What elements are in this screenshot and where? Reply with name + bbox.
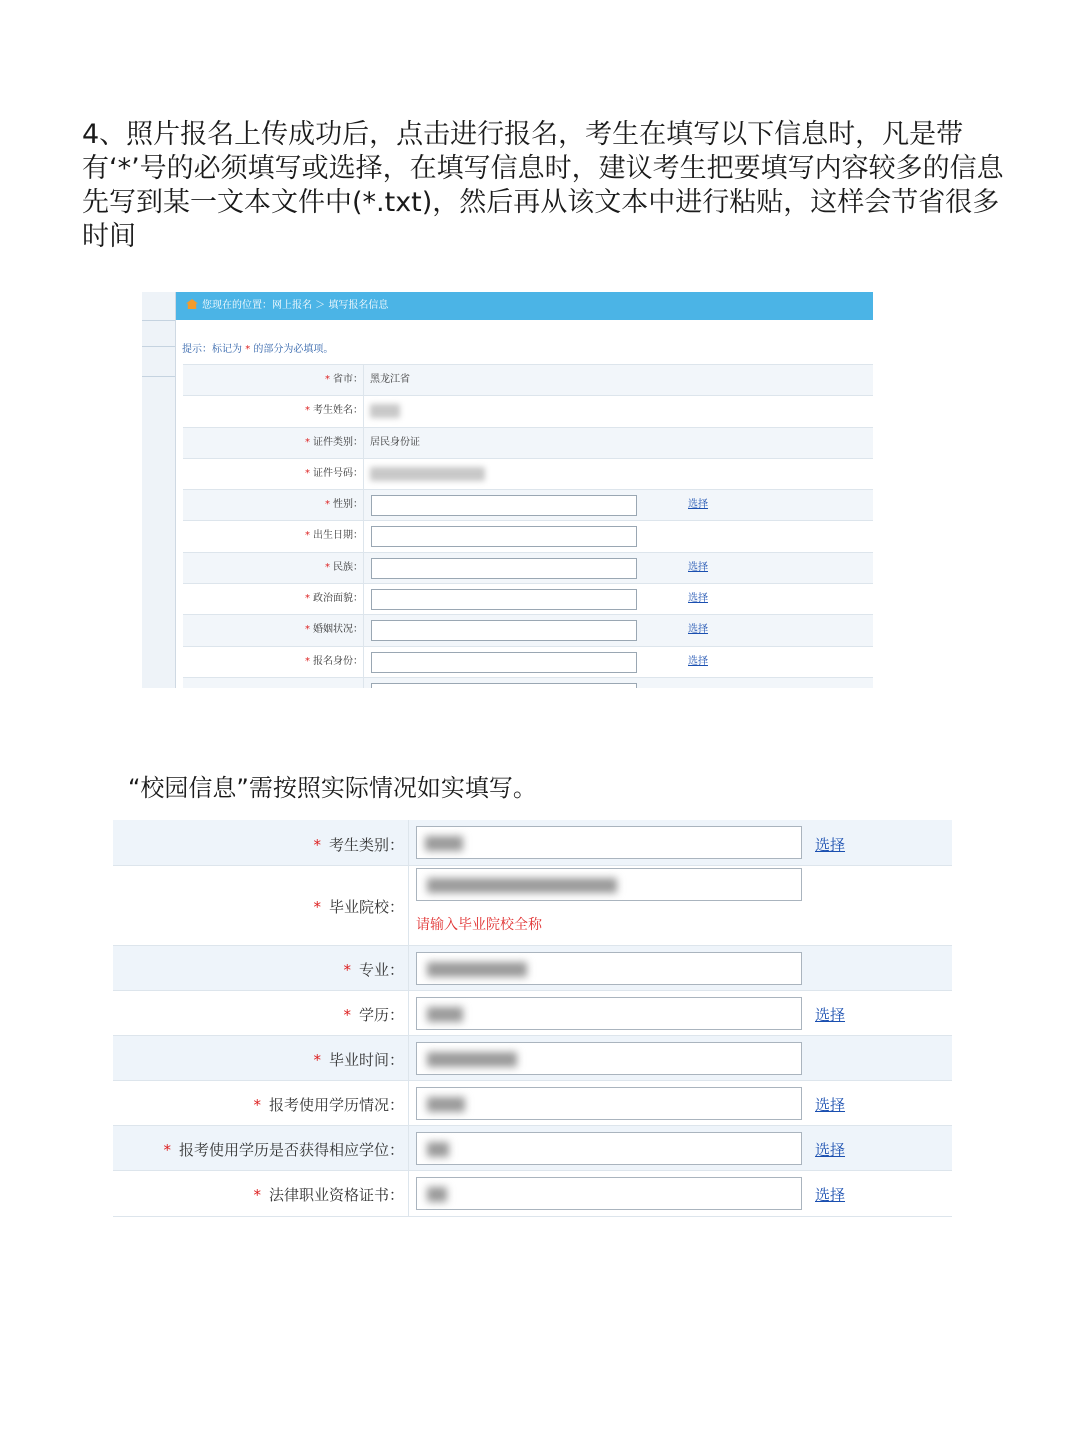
table-row: * 考生类别： 选择 (113, 820, 952, 866)
graduation-date-input[interactable] (416, 1042, 802, 1075)
table-row: * 民族： 选择 (183, 552, 873, 583)
table-row: * 报考使用学历情况： 选择 (113, 1081, 952, 1126)
applicant-identity-input[interactable] (371, 652, 637, 673)
political-status-select-link[interactable]: 选择 (688, 593, 708, 605)
field-label-candidate-category: 考生类别： (328, 836, 404, 854)
breadcrumb: 您现在的位置：网上报名 ＞ 填写报名信息 (202, 300, 389, 311)
breadcrumb-bar (176, 292, 873, 320)
field-label-ethnicity: 民族： (333, 561, 363, 573)
table-row: * 报考使用学历是否获得相应学位： 选择 (113, 1126, 952, 1171)
left-nav-column (142, 292, 176, 688)
field-label-birthdate: 出生日期： (313, 530, 363, 542)
ethnicity-input[interactable] (371, 558, 637, 579)
gender-select-link[interactable]: 选择 (688, 499, 708, 511)
legal-cert-input[interactable] (416, 1177, 802, 1210)
legal-cert-select-link[interactable]: 选择 (815, 1186, 846, 1204)
table-row (183, 677, 873, 688)
field-label-education: 学历： (358, 1006, 404, 1024)
table-row: * 毕业时间： (113, 1036, 952, 1081)
field-label-education-status: 报考使用学历情况： (268, 1096, 404, 1114)
registration-form-screenshot (142, 292, 873, 688)
education-status-select-link[interactable]: 选择 (815, 1096, 846, 1114)
graduate-school-input[interactable] (416, 868, 802, 901)
table-row: * 专业： (113, 946, 952, 991)
degree-obtained-select-link[interactable]: 选择 (815, 1141, 846, 1159)
education-input[interactable] (416, 997, 802, 1030)
table-row: * 政治面貌： 选择 (183, 583, 873, 614)
home-icon (186, 299, 198, 309)
table-row: * 法律职业资格证书： 选择 (113, 1171, 952, 1217)
major-input[interactable] (416, 952, 802, 985)
candidate-category-select-link[interactable]: 选择 (815, 836, 846, 854)
id-type-value: 居民身份证 (370, 436, 420, 448)
table-row: * 学历： 选择 (113, 991, 952, 1036)
gender-input[interactable] (371, 495, 637, 516)
political-status-input[interactable] (371, 589, 637, 610)
field-label-id-type: 证件类别： (313, 436, 363, 448)
field-label-graduate-school: 毕业院校： (328, 898, 404, 916)
redacted-name (370, 404, 400, 418)
field-label-gender: 性别： (333, 499, 363, 511)
field-label-major: 专业： (358, 961, 404, 979)
table-row: * 婚姻状况： 选择 (183, 614, 873, 645)
field-label-applicant-identity: 报名身份： (313, 655, 363, 667)
field-label-marital-status: 婚姻状况： (313, 624, 363, 636)
field-label-name: 考生姓名： (313, 405, 363, 417)
table-row: * 省市： 黑龙江省 (183, 364, 873, 395)
field-label-degree-obtained: 报考使用学历是否获得相应学位： (178, 1141, 404, 1159)
education-select-link[interactable]: 选择 (815, 1006, 846, 1024)
table-row: * 出生日期： (183, 520, 873, 551)
field-label-legal-cert: 法律职业资格证书： (268, 1186, 404, 1204)
table-row: * 考生姓名： (183, 395, 873, 426)
field-label-political-status: 政治面貌： (313, 593, 363, 605)
candidate-category-input[interactable] (416, 826, 802, 859)
field-label-province: 省市： (333, 374, 363, 385)
table-row: * 性别： 选择 (183, 489, 873, 520)
redacted-id-number (370, 467, 485, 481)
table-row: * 证件号码： (183, 458, 873, 489)
field-label-id-number: 证件号码： (313, 467, 363, 479)
intro-paragraph: 4、照片报名上传成功后，点击进行报名，考生在填写以下信息时，凡是带有‘*’号的必须填写或选择，在填写信息时，建议考生把要填写内容较多的信息先写到某一文本文件中(*.txt)，然后再从该文本中进行粘贴，这样会节省很多时间 (82, 119, 1004, 252)
province-value: 黑龙江省 (370, 374, 410, 385)
field-label-graduation-date: 毕业时间： (328, 1051, 404, 1069)
marital-status-input[interactable] (371, 620, 637, 641)
marital-status-select-link[interactable]: 选择 (688, 624, 708, 636)
graduate-school-hint: 请输入毕业院校全称 (416, 917, 542, 933)
campus-info-caption: “校园信息”需按照实际情况如实填写。 (128, 774, 537, 802)
education-status-input[interactable] (416, 1087, 802, 1120)
table-row: * 报名身份： 选择 (183, 646, 873, 677)
birthdate-input[interactable] (371, 526, 637, 547)
next-field-input[interactable] (371, 683, 637, 688)
table-row: * 毕业院校： 请输入毕业院校全称 (113, 866, 952, 946)
form-table (183, 364, 873, 688)
applicant-identity-select-link[interactable]: 选择 (688, 655, 708, 667)
ethnicity-select-link[interactable]: 选择 (688, 561, 708, 573)
table-row: * 证件类别： 居民身份证 (183, 427, 873, 458)
degree-obtained-input[interactable] (416, 1132, 802, 1165)
campus-info-screenshot (113, 820, 952, 1220)
required-hint: 提示：标记为 * 的部分为必填项。 (182, 344, 334, 355)
